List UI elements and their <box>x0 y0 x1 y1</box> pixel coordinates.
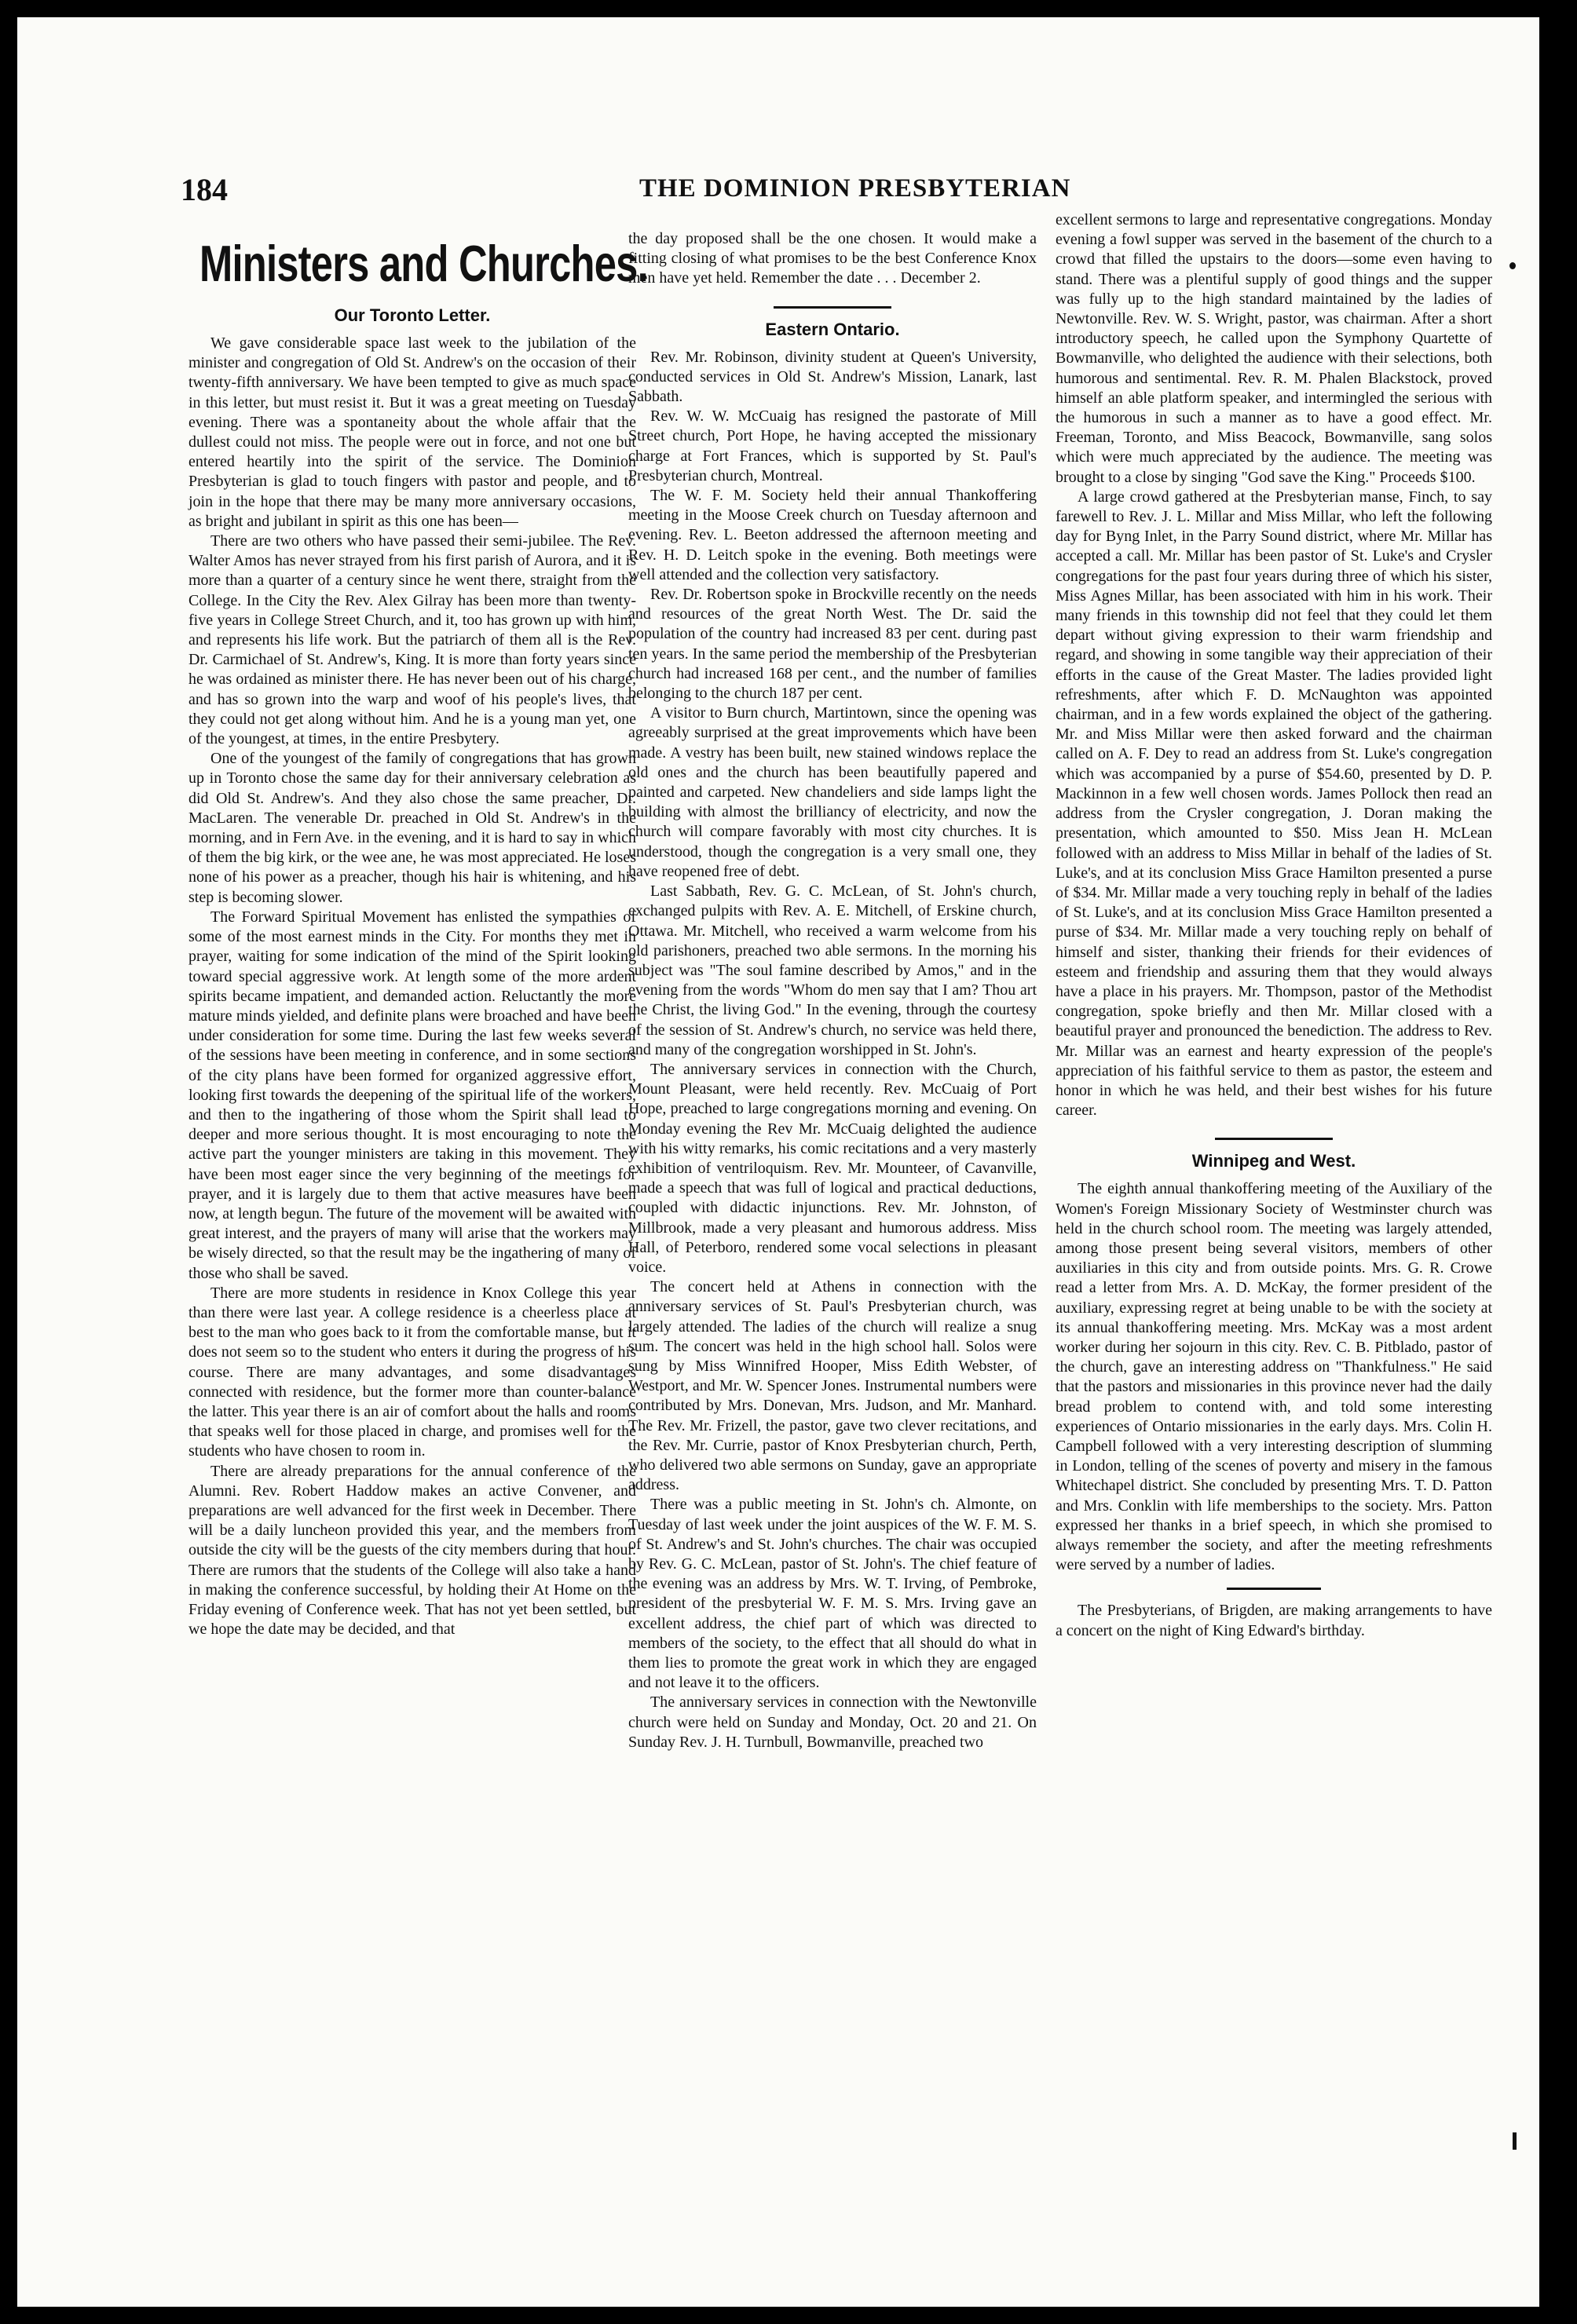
article-paragraph: There are already preparations for the annual conference of the Alumni. Rev. Robert Haddow makes an active Convener, and preparations are well advanced for the first week in December. There will be a daily luncheon provided this year, and the members from outside the city will be the guests of the city members during that hour. There are rumors that the students of the College will also take a hand in making the conference successful, by holding their At Home on the Friday evening of Conference week. That has not yet been settled, but we hope the date may be decided, and that <box>188 1462 636 1639</box>
section-divider <box>774 306 891 309</box>
article-paragraph: There are more students in residence in Knox College this year than there were last year. A college residence is a cheerless place at best to the man who goes back to it from the comfortable manse, but it does not seem so to the student who enters it during the progress of his course. There are many advantages, and some disadvantages connected with residence, but the former more than counter-balance the latter. This year there is an air of comfort about the halls and rooms that speaks well for those placed in charge, and promises well for the students who have chosen to room in. <box>188 1284 636 1460</box>
article-paragraph: The Forward Spiritual Movement has enlisted the sympathies of some of the most earnest minds in the City. For months they met in prayer, waiting for some indication of the mind of the Spirit looking toward special aggressive work. At length some of the more ardent spirits became impatient, and demanded action. Reluctantly the more mature minds yielded, and definite plans were broached and have been under consideration for some time. During the last few weeks several of the sessions have been meeting in conference, and in some sections of the city plans have been formed for organized aggressive effort, looking first towards the deepening of the spiritual life of the workers, and then to the ingathering of those whom the Spirit shall lead to deeper and more serious thought. It is most encouraging to note the active part the younger ministers are taking in this movement. They have been most eager since the very beginning of the meetings for prayer, and it is largely due to them that active measures have been now, at length begun. The future of the movement will be awaited with great interest, and the prayers of many will arise that the workers may be wisely directed, so that the result may be the ingathering of many of those who shall be saved. <box>188 908 636 1282</box>
news-item: Rev. Mr. Robinson, divinity student at Queen's University, conducted services in Old St. Andrew's Mission, Lanark, last Sabbath. <box>628 348 1037 406</box>
page-number: 184 <box>181 172 228 207</box>
news-item: Last Sabbath, Rev. G. C. McLean, of St. John's church, exchanged pulpits with Rev. A. E. Mitchell, of Erskine church, Ottawa. Mr. Mitchell, who received a warm welcome from his old parishoners, preached two able sermons. In the morning his subject was "The soul famine described by Amos," and in the evening from the words "Whom do men say that I am? Thou art the Christ, the living God." In the evening, through the courtesy of the session of St. Andrew's church, no service was held there, and many of the congregation worshipped in St. John's. <box>628 882 1037 1058</box>
article-paragraph: There are two others who have passed their semi-jubilee. The Rev. Walter Amos has never strayed from his first parish of Aurora, and it is more than a quarter of a century since he went there, straight from the College. In the City the Rev. Alex Gilray has been more than twenty-five years in College Street Church, and it, too has grown up with him, and represents his life work. But the patriarch of them all is the Rev. Dr. Carmichael of St. Andrew's, King. It is more than forty years since he was ordained as minister there. He has never been out of his charge, and has so grown into the warp and woof of his people's lives, that they could not get along without him. And he is a young man yet, one of the youngest, at times, in the entire Presbytery. <box>188 532 636 748</box>
news-item: The anniversary services in connection with the Newtonville church were held on Sunday and Monday, Oct. 20 and 21. On Sunday Rev. J. H. Turnbull, Bowmanville, preached two <box>628 1694 1037 1751</box>
news-item: The concert held at Athens in connection with the anniversary services of St. Paul's Presbyterian church, was largely attended. The ladies of the church will realize a snug sum. The concert was held in the high school hall. Solos were sung by Miss Winnifred Hooper, Miss Edith Webster, of Westport, and Mr. W. Spencer Jones. Instrumental numbers were contributed by Mrs. Donevan, Mrs. Judson, and Mr. Manhard. The Rev. Mr. Frizell, the pastor, gave two clever recitations, and the Rev. Mr. Currie, pastor of Knox Presbyterian church, Perth, who delivered two able sermons on Sunday, gave an appropriate address. <box>628 1278 1037 1494</box>
section-divider <box>1215 1138 1333 1140</box>
news-item: The W. F. M. Society held their annual Thankoffering meeting in the Moose Creek church on Tuesday afternoon and evening. Rev. L. Beeton addressed the afternoon meeting and Rev. H. D. Leitch spoke in the evening. Both meetings were well attended and the collection very satisfactory. <box>628 487 1037 583</box>
news-item: A large crowd gathered at the Presbyterian manse, Finch, to say farewell to Rev. J. L. Millar and Miss Millar, who left the following day for Byng Inlet, in the Parry Sound district, where Mr. Millar has accepted a call. Mr. Millar has been pastor of St. Luke's and Crysler congregations for the past four years during three of which his sister, Miss Agnes Millar, has been associated with him in his work. Their many friends in this township did not feel that they could let them depart without giving expression to their warm friendship and regard, and showing in some tangible way their appreciation of their efforts in the cause of the Great Master. The ladies provided light refreshments, after which F. D. McNaughton was appointed chairman, and in a few words explained the object of the gathering. Mr. and Miss Millar were then asked forward and the chairman called on A. F. Dey to read an address from St. Luke's congregation which was accompanied by a purse of $54.60, presented by D. P. Mackinnon in a few well chosen words. James Pollock then read an address from the Crysler congregation, J. Doran making the presentation, which amounted to $50. Miss Jean H. McLean followed with an address to Miss Millar in behalf of the ladies of St. Luke's, and at its conclusion Miss Grace Hamilton presented a purse of $34. Mr. Millar made a very touching reply in behalf of the ladies of St. Luke's, and at its conclusion Miss Grace Hamilton presented a purse of $34. Mr. Millar made a very touching reply on behalf of himself and sister, thanking their friends for their evidences of esteem and friendship and assuring them that they would always have a place in his prayers. Mr. Thompson, pastor of the Methodist congregation, spoke briefly and then Mr. Millar closed with a beautiful prayer and pronounced the benediction. The address to Rev. Mr. Millar was an earnest and hearty expression of the people's appreciation of his faithful service to them as pastor, the esteem and honor in which he was held, and their best wishes for his future career. <box>1056 488 1492 1120</box>
column-1 <box>188 234 648 1639</box>
scan-speck <box>1509 262 1516 269</box>
closing-note: The Presbyterians, of Brigden, are making arrangements to have a concert on the night of King Edward's birthday. <box>1056 1602 1492 1639</box>
eastern-ontario-heading: Eastern Ontario. <box>765 319 900 339</box>
winnipeg-west-heading: Winnipeg and West. <box>1191 1151 1356 1171</box>
article-paragraph: We gave considerable space last week to the jubilation of the minister and congregation of Old St. Andrew's on the occasion of their twenty-fifth anniversary. We have been tempted to give as much space in this letter, but must resist it. But it was a great meeting on Tuesday evening. There was a spontaneity about the whole affair that the dullest could not miss. The people were out in force, and not one but entered heartily into the spirit of the service. The Dominion Presbyterian is glad to touch fingers with pastor and people, and to join in the hope that there may be many more anniversary occasions, as bright and jubilant in spirit as this one has been— <box>188 334 636 530</box>
newspaper-page <box>17 17 1539 2307</box>
news-item: A visitor to Burn church, Martintown, since the opening was agreeably surprised at the great improvements which have been made. A vestry has been built, new stained windows replace the old ones and the church has been beautifully papered and painted and carpeted. New chandeliers and side lamps light the building with almost the brilliancy of electricity, and now the church will compare favorably with most city churches. It is understood, though the congregation is a very small one, they have reopened free of debt. <box>628 704 1037 880</box>
news-item: The eighth annual thankoffering meeting of the Auxiliary of the Women's Foreign Missionary Society of Westminster church was held in the church school room. The meeting was largely attended, among those present being several visitors, members of other auxiliaries in this city and from outside points. Mrs. G. R. Crowe read a letter from Mrs. A. D. McKay, the former president of the auxiliary, expressing regret at being unable to be with the society at its annual thankoffering meeting. Mrs. McKay was a most ardent worker during her sojourn in this city. Rev. C. B. Pitblado, pastor of the church, gave an interesting address on "Thankfulness." He said that the pastors and missionaries in this province never had the daily bread problem to contend with, and told some interesting experiences of Ontario missionaries in the early days. Mrs. Colin H. Campbell followed with a very interesting description of slumming in London, telling of the scenes of poverty and misery in the famous Whitechapel district. She concluded by presenting Mrs. T. D. Patton and Mrs. Conklin with life memberships to the society. Mrs. Patton expressed her thanks in a brief speech, in which she promised to always remember the society, and after the meeting refreshments were served by a number of ladies. <box>1056 1180 1492 1574</box>
section-divider <box>1227 1588 1321 1590</box>
continued-paragraph: the day proposed shall be the one chosen. It would make a fitting closing of what promises to be the best Conference Knox men have yet held. Remember the date . . . December 2. <box>628 230 1037 287</box>
column-2 <box>628 229 1037 1752</box>
column-3 <box>1056 210 1492 1641</box>
article-paragraph: One of the youngest of the family of congregations that has grown up in Toronto chose the same day for their anniversary celebration as did Old St. Andrew's. And they also chose the same preacher, Dr. MacLaren. The venerable Dr. preached in Old St. Andrew's in the morning, and in Fern Ave. in the evening, and it is hard to say in which of them the big kirk, or the wee ane, he was most appreciated. He loses none of his power as a preacher, though his hair is whitening, and his step is becoming slower. <box>188 750 636 906</box>
toronto-letter-heading: Our Toronto Letter. <box>334 305 491 325</box>
news-item: The anniversary services in connection with the Church, Mount Pleasant, were held recently. Rev. McCuaig of Port Hope, preached to large congregations morning and evening. On Monday evening the Rev Mr. McCuaig delighted the audience with his witty remarks, his comic recitations and a very masterly exhibition of ventriloquism. Rev. Mr. Mounteer, of Cavanville, made a speech that was full of logical and practical deductions, coupled with didactic injunctions. Rev. Mr. Johnston, of Millbrook, made a very pleasant and humorous address. Miss Hall, of Peterboro, rendered some vocal selections in pleasant voice. <box>628 1060 1037 1276</box>
continued-paragraph: excellent sermons to large and representative congregations. Monday evening a fowl supper was served in the basement of the church to a crowd that filled the upstairs to the doors—some even having to stand. There was a plentiful supply of good things and the supper was fully up to the high standard maintained by the ladies of Newtonville. Rev. W. S. Wright, pastor, was chairman. After a short introductory speech, he called upon the Symphony Quartette of Bowmanville, who delighted the audience with their selections, both humorous and sentimental. Rev. R. M. Phalen Blackstock, proved himself an able platform speaker, and intermingled the serious with the humorous in such a manner as to have a good effect. Mr. Freeman, Toronto, and Miss Beacock, Bowmanville, sang solos which were much appreciated by the audience. The meeting was brought to a close by singing "God save the King." Proceeds $100. <box>1056 211 1492 486</box>
running-title: THE DOMINION PRESBYTERIAN <box>639 174 1071 203</box>
scan-border <box>1539 0 1577 2324</box>
news-item: Rev. Dr. Robertson spoke in Brockville recently on the needs and resources of the great North West. The Dr. said the population of the country had increased 83 per cent. during past ten years. In the same period the membership of the Presbyterian church had increased 168 per cent., and the number of families belonging to the church 187 per cent. <box>628 586 1037 703</box>
scan-speck <box>1513 2132 1517 2150</box>
section-title: Ministers and Churches. <box>199 235 648 292</box>
news-item: There was a public meeting in St. John's ch. Almonte, on Tuesday of last week under the joint auspices of the W. F. M. S. of St. Andrew's and St. John's churches. The chair was occupied by Rev. G. C. McLean, pastor of St. John's. The chief feature of the evening was an address by Mrs. W. T. Irving, of Pembroke, president of the presbyterial W. F. M. S. Mrs. Irving gave an excellent address, the chief part of which was directed to members of the society, to the effect that all should do what in them lies to promote the great work in which they are engaged and not leave it to the officers. <box>628 1496 1037 1692</box>
news-item: Rev. W. W. McCuaig has resigned the pastorate of Mill Street church, Port Hope, he having accepted the missionary charge at Fort Frances, which is supported by St. Paul's Presbyterian church, Montreal. <box>628 407 1037 484</box>
